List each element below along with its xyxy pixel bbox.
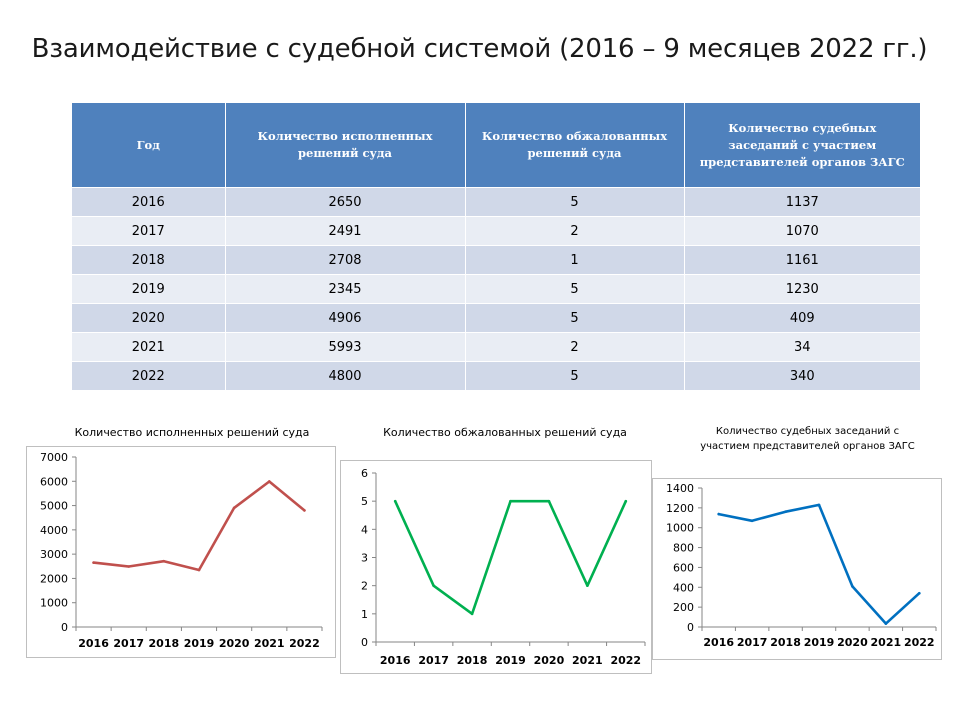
data-point (127, 565, 130, 568)
y-tick-label: 1400 (666, 482, 694, 495)
x-tick-label: 2020 (837, 636, 868, 649)
data-point (586, 584, 589, 587)
y-tick-label: 5000 (40, 499, 68, 513)
cell-executed: 2650 (225, 188, 465, 217)
data-point (918, 592, 921, 595)
y-tick-label: 0 (361, 636, 368, 649)
y-tick-label: 0 (61, 621, 68, 634)
chart-executed-decisions (26, 446, 336, 658)
data-point (198, 569, 201, 572)
cell-sessions: 1070 (684, 217, 920, 246)
data-point (233, 507, 236, 510)
table-row (72, 217, 920, 246)
data-point (851, 585, 854, 588)
cell-executed: 2345 (225, 275, 465, 304)
data-point (509, 500, 512, 503)
y-tick-label: 800 (673, 541, 694, 555)
header-year: Год (72, 103, 225, 188)
x-tick-label: 2022 (610, 654, 642, 667)
table-row (72, 275, 920, 304)
cell-executed: 2491 (225, 217, 465, 246)
x-tick-label: 2020 (218, 637, 250, 650)
table-row (72, 333, 920, 362)
y-tick-label: 1000 (666, 521, 694, 535)
y-tick-label: 6000 (40, 475, 68, 489)
data-point (751, 519, 754, 522)
data-point (717, 513, 720, 516)
chart-court-sessions (652, 478, 942, 660)
cell-appealed: 5 (465, 362, 684, 391)
y-tick-label: 2 (361, 579, 368, 593)
data-point (818, 504, 821, 507)
x-tick-label: 2018 (148, 637, 180, 650)
chart-appealed-title: Количество обжалованных решений суда (383, 426, 627, 439)
y-tick-label: 3000 (40, 548, 68, 562)
y-tick-label: 5 (361, 495, 368, 509)
x-tick-label: 2017 (113, 637, 145, 650)
x-tick-label: 2021 (253, 637, 285, 650)
y-tick-label: 4000 (40, 523, 68, 537)
cell-executed: 5993 (225, 333, 465, 362)
chart-frame (27, 447, 336, 658)
x-tick-label: 2019 (183, 637, 215, 650)
data-point (303, 509, 306, 512)
page-title: Взаимодействие с судебной системой (2016 – 9 месяцев 2022 гг.) (31, 34, 928, 64)
series-line (94, 482, 305, 571)
cell-executed: 4906 (225, 304, 465, 333)
y-tick-label: 3 (361, 551, 368, 565)
cell-year: 2020 (72, 304, 225, 333)
series-line (395, 501, 626, 614)
x-tick-label: 2016 (379, 654, 411, 667)
cell-year: 2021 (72, 333, 225, 362)
data-point (432, 584, 435, 587)
cell-sessions: 1230 (684, 275, 920, 304)
court-interaction-table (72, 103, 920, 390)
chart-appealed-decisions (340, 460, 652, 674)
x-tick-label: 2018 (456, 654, 488, 667)
data-point (92, 561, 95, 564)
chart-sessions-title: Количество судебных заседаний с участием представителей органов ЗАГС (700, 426, 915, 452)
y-tick-label: 1000 (40, 596, 68, 610)
cell-sessions: 409 (684, 304, 920, 333)
cell-year: 2017 (72, 217, 225, 246)
data-point (548, 500, 551, 503)
data-point (471, 613, 474, 616)
data-point (885, 622, 888, 625)
data-point (394, 500, 397, 503)
cell-year: 2022 (72, 362, 225, 391)
cell-appealed: 5 (465, 188, 684, 217)
header-appealed-decisions: Количество обжалованных решений суда (465, 103, 684, 188)
table-header-row (72, 103, 920, 188)
table-row (72, 246, 920, 275)
x-tick-label: 2019 (495, 654, 526, 667)
table-row (72, 188, 920, 217)
table-row (72, 362, 920, 391)
y-tick-label: 1 (361, 607, 368, 621)
x-tick-label: 2020 (533, 654, 565, 667)
x-tick-label: 2019 (803, 636, 835, 649)
cell-year: 2016 (72, 188, 225, 217)
cell-appealed: 1 (465, 246, 684, 275)
cell-sessions: 1161 (684, 246, 920, 275)
y-tick-label: 2000 (40, 572, 68, 586)
x-tick-label: 2017 (736, 636, 768, 649)
y-tick-label: 1200 (666, 501, 694, 515)
x-tick-label: 2016 (78, 637, 109, 650)
cell-appealed: 2 (465, 333, 684, 362)
cell-appealed: 5 (465, 304, 684, 333)
series-line (719, 505, 920, 624)
cell-executed: 4800 (225, 362, 465, 391)
data-point (624, 500, 627, 503)
y-tick-label: 4 (361, 523, 368, 537)
cell-appealed: 5 (465, 275, 684, 304)
table-row (72, 304, 920, 333)
cell-year: 2019 (72, 275, 225, 304)
header-court-sessions: Количество судебных заседаний с участием представителей органов ЗАГС (684, 103, 920, 188)
y-tick-label: 7000 (40, 451, 68, 464)
cell-sessions: 1137 (684, 188, 920, 217)
x-tick-label: 2016 (703, 636, 735, 649)
data-point (784, 510, 787, 513)
y-tick-label: 200 (673, 601, 694, 615)
data-point (268, 480, 271, 483)
cell-appealed: 2 (465, 217, 684, 246)
header-executed-decisions: Количество исполненных решений суда (225, 103, 465, 188)
cell-sessions: 34 (684, 333, 920, 362)
x-tick-label: 2022 (289, 637, 320, 650)
y-tick-label: 600 (673, 561, 694, 575)
x-tick-label: 2018 (770, 636, 801, 649)
cell-sessions: 340 (684, 362, 920, 391)
chart-executed-title: Количество исполненных решений суда (74, 426, 310, 439)
y-tick-label: 6 (361, 467, 368, 480)
data-point (163, 560, 166, 563)
chart-frame (653, 479, 942, 660)
x-tick-label: 2021 (870, 636, 902, 649)
y-tick-label: 0 (687, 621, 694, 634)
x-tick-label: 2022 (903, 636, 935, 649)
cell-executed: 2708 (225, 246, 465, 275)
cell-year: 2018 (72, 246, 225, 275)
x-tick-label: 2017 (418, 654, 449, 667)
x-tick-label: 2021 (572, 654, 603, 667)
y-tick-label: 400 (673, 581, 694, 595)
